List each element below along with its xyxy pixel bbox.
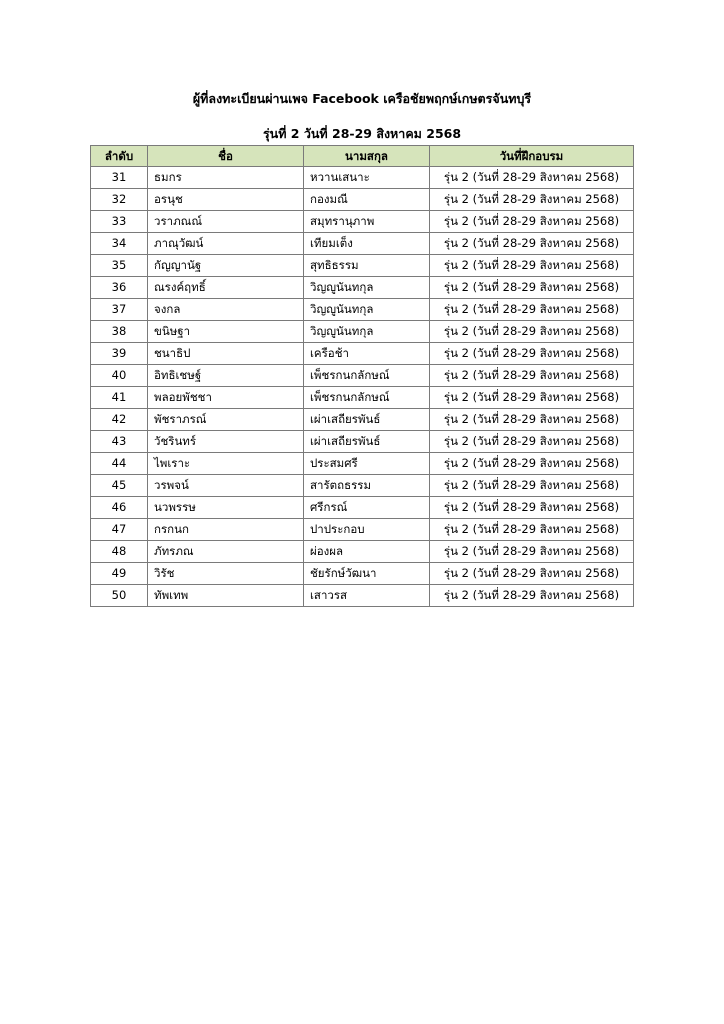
cell-no: 35 (91, 255, 148, 277)
cell-last-name: เสาวรส (304, 585, 430, 607)
cell-training-date: รุ่น 2 (วันที่ 28-29 สิงหาคม 2568) (430, 343, 634, 365)
cell-training-date: รุ่น 2 (วันที่ 28-29 สิงหาคม 2568) (430, 277, 634, 299)
cell-no: 32 (91, 189, 148, 211)
table-row (91, 497, 634, 519)
cell-first-name: พัชราภรณ์ (148, 409, 304, 431)
cell-first-name: กัญญานัฐ (148, 255, 304, 277)
cell-first-name: ขนิษฐา (148, 321, 304, 343)
table-row (91, 387, 634, 409)
cell-last-name: ประสมศรี (304, 453, 430, 475)
cell-last-name: วิญญูนันทกุล (304, 277, 430, 299)
cell-training-date: รุ่น 2 (วันที่ 28-29 สิงหาคม 2568) (430, 387, 634, 409)
cell-no: 49 (91, 563, 148, 585)
cell-training-date: รุ่น 2 (วันที่ 28-29 สิงหาคม 2568) (430, 585, 634, 607)
cell-first-name: ไพเราะ (148, 453, 304, 475)
column-header-last-name: นามสกุล (304, 146, 430, 167)
cell-training-date: รุ่น 2 (วันที่ 28-29 สิงหาคม 2568) (430, 563, 634, 585)
cell-no: 31 (91, 167, 148, 189)
cell-training-date: รุ่น 2 (วันที่ 28-29 สิงหาคม 2568) (430, 211, 634, 233)
cell-no: 41 (91, 387, 148, 409)
cell-first-name: ภัทรภณ (148, 541, 304, 563)
cell-first-name: ณรงค์ฤทธิ์ (148, 277, 304, 299)
cell-no: 45 (91, 475, 148, 497)
cell-first-name: อิทธิเชษฐ์ (148, 365, 304, 387)
cell-first-name: วราภณณ์ (148, 211, 304, 233)
table-body (91, 167, 634, 607)
table-row (91, 233, 634, 255)
table-row (91, 299, 634, 321)
cell-last-name: สุทธิธรรม (304, 255, 430, 277)
cell-last-name: เครือช้า (304, 343, 430, 365)
table-header (91, 146, 634, 167)
column-header-first-name: ชื่อ (148, 146, 304, 167)
cell-training-date: รุ่น 2 (วันที่ 28-29 สิงหาคม 2568) (430, 167, 634, 189)
table-row (91, 167, 634, 189)
cell-first-name: วัชรินทร์ (148, 431, 304, 453)
cell-training-date: รุ่น 2 (วันที่ 28-29 สิงหาคม 2568) (430, 497, 634, 519)
cell-no: 33 (91, 211, 148, 233)
cell-first-name: อรนุช (148, 189, 304, 211)
cell-training-date: รุ่น 2 (วันที่ 28-29 สิงหาคม 2568) (430, 299, 634, 321)
table-row (91, 585, 634, 607)
table-row (91, 321, 634, 343)
cell-no: 36 (91, 277, 148, 299)
cell-training-date: รุ่น 2 (วันที่ 28-29 สิงหาคม 2568) (430, 255, 634, 277)
cell-no: 47 (91, 519, 148, 541)
cell-last-name: ผ่องผล (304, 541, 430, 563)
cell-training-date: รุ่น 2 (วันที่ 28-29 สิงหาคม 2568) (430, 519, 634, 541)
cell-first-name: นวพรรษ (148, 497, 304, 519)
table-header-row (91, 146, 634, 167)
cell-training-date: รุ่น 2 (วันที่ 28-29 สิงหาคม 2568) (430, 365, 634, 387)
cell-training-date: รุ่น 2 (วันที่ 28-29 สิงหาคม 2568) (430, 431, 634, 453)
table-row (91, 475, 634, 497)
table-row (91, 563, 634, 585)
cell-last-name: กองมณี (304, 189, 430, 211)
cell-first-name: ทัพเทพ (148, 585, 304, 607)
registrant-table (90, 145, 634, 607)
cell-first-name: พลอยพัชชา (148, 387, 304, 409)
table-row (91, 189, 634, 211)
cell-last-name: สารัตถธรรม (304, 475, 430, 497)
cell-last-name: เผ่าเสถียรพันธ์ (304, 431, 430, 453)
cell-last-name: เพ็ชรกนกลักษณ์ (304, 365, 430, 387)
cell-last-name: วิญญูนันทกุล (304, 321, 430, 343)
cell-first-name: วรพจน์ (148, 475, 304, 497)
table-row (91, 453, 634, 475)
cell-no: 43 (91, 431, 148, 453)
cell-first-name: ภาณุวัฒน์ (148, 233, 304, 255)
cell-training-date: รุ่น 2 (วันที่ 28-29 สิงหาคม 2568) (430, 189, 634, 211)
cell-training-date: รุ่น 2 (วันที่ 28-29 สิงหาคม 2568) (430, 453, 634, 475)
cell-training-date: รุ่น 2 (วันที่ 28-29 สิงหาคม 2568) (430, 541, 634, 563)
table-row (91, 365, 634, 387)
cell-training-date: รุ่น 2 (วันที่ 28-29 สิงหาคม 2568) (430, 409, 634, 431)
cell-no: 50 (91, 585, 148, 607)
cell-first-name: ธมกร (148, 167, 304, 189)
cell-first-name: ชนาธิป (148, 343, 304, 365)
cell-training-date: รุ่น 2 (วันที่ 28-29 สิงหาคม 2568) (430, 321, 634, 343)
cell-training-date: รุ่น 2 (วันที่ 28-29 สิงหาคม 2568) (430, 233, 634, 255)
table-row (91, 409, 634, 431)
cell-last-name: เทียมเต็ง (304, 233, 430, 255)
cell-no: 39 (91, 343, 148, 365)
cell-last-name: หวานเสนาะ (304, 167, 430, 189)
cell-last-name: เพ็ชรกนกลักษณ์ (304, 387, 430, 409)
cell-last-name: ชัยรักษ์วัฒนา (304, 563, 430, 585)
cell-no: 40 (91, 365, 148, 387)
cell-last-name: เผ่าเสถียรพันธ์ (304, 409, 430, 431)
cell-first-name: วิรัช (148, 563, 304, 585)
cell-no: 34 (91, 233, 148, 255)
table-row (91, 343, 634, 365)
cell-last-name: สมุทรานุภาพ (304, 211, 430, 233)
cell-last-name: ศรีกรณ์ (304, 497, 430, 519)
cell-last-name: ปาประกอบ (304, 519, 430, 541)
cell-no: 37 (91, 299, 148, 321)
column-header-no: ลำดับ (91, 146, 148, 167)
cell-training-date: รุ่น 2 (วันที่ 28-29 สิงหาคม 2568) (430, 475, 634, 497)
document-title: ผู้ที่ลงทะเบียนผ่านเพจ Facebook เครือชัยพฤกษ์เกษตรจันทบุรี (192, 91, 532, 106)
cell-no: 38 (91, 321, 148, 343)
document-subtitle: รุ่นที่ 2 วันที่ 28-29 สิงหาคม 2568 (262, 126, 462, 141)
table-row (91, 211, 634, 233)
cell-no: 42 (91, 409, 148, 431)
cell-last-name: วิญญูนันทกุล (304, 299, 430, 321)
table-row (91, 519, 634, 541)
cell-first-name: จงกล (148, 299, 304, 321)
cell-first-name: กรกนก (148, 519, 304, 541)
cell-no: 44 (91, 453, 148, 475)
table-row (91, 431, 634, 453)
table-row (91, 277, 634, 299)
column-header-training-date: วันที่ฝึกอบรม (430, 146, 634, 167)
cell-no: 46 (91, 497, 148, 519)
cell-no: 48 (91, 541, 148, 563)
table-row (91, 541, 634, 563)
table-row (91, 255, 634, 277)
